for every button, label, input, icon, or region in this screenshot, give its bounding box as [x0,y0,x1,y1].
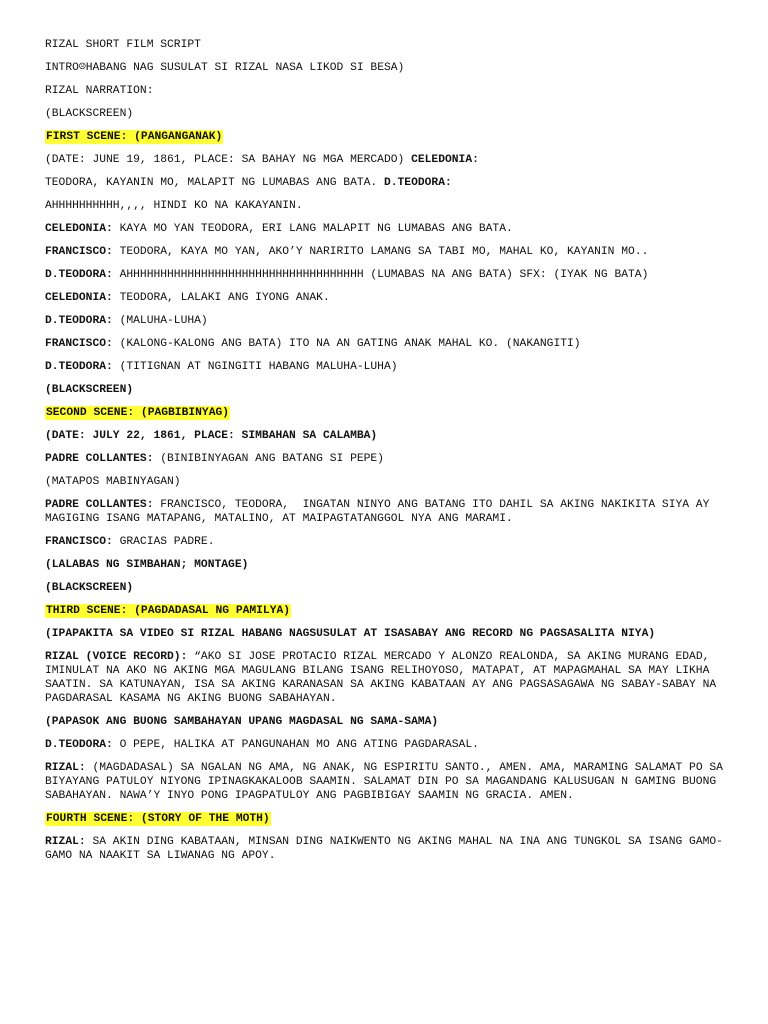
speaker-name: RIZAL: [45,836,86,848]
scene2-date-line: (DATE: JULY 22, 1861, PLACE: SIMBAHAN SA CALAMBA) [45,430,378,442]
blackscreen-line: (BLACKSCREEN) [45,582,134,594]
dialogue-line: CELEDONIA: KAYA MO YAN TEODORA, ERI LANG MALAPIT NG LUMABAS ANG BATA. [45,223,513,235]
speaker-name: FRANCISCO: [45,338,113,350]
dialogue-line: PADRE COLLANTES: (BINIBINYAGAN ANG BATANG SI PEPE) [45,453,384,465]
speaker-name: D.TEODORA: [45,361,113,373]
speaker-name: D.TEODORA: [383,177,452,189]
dialogue-line: FRANCISCO: GRACIAS PADRE. [45,536,215,548]
dialogue-line: FRANCISCO: (KALONG-KALONG ANG BATA) ITO NA AN GATING ANAK MAHAL KO. (NAKANGITI) [45,338,581,350]
speaker-name: D.TEODORA: [45,269,113,281]
scene-heading-4 [45,812,725,826]
speaker-name: RIZAL (VOICE RECORD): [45,651,188,663]
narration-line: RIZAL NARRATION: [45,85,154,97]
dialogue-line: CELEDONIA: TEODORA, LALAKI ANG IYONG ANAK. [45,292,330,304]
speaker-name: D.TEODORA: [45,739,113,751]
scene-heading-highlight: FOURTH SCENE: (STORY OF THE MOTH) [46,813,270,825]
blackscreen-line: (BLACKSCREEN) [45,108,134,120]
dialogue-line: PADRE COLLANTES: FRANCISCO, TEODORA, INGATAN NINYO ANG BATANG ITO DAHIL SA AKING NAKIKITA SIYA AY MAGIGING ISANG MATAPANG, MATALINO, AT MAIPAGTATANGGOL NYA ANG MARAMI. [45,499,717,525]
dialogue-line: D.TEODORA: (TITIGNAN AT NGINGITI HABANG MALUHA-LUHA) [45,361,398,373]
dialogue-line: D.TEODORA: AHHHHHHHHHHHHHHHHHHHHHHHHHHHHHHHHHHH (LUMABAS NA ANG BATA) SFX: (IYAK NG BATA) [45,269,649,281]
dialogue-line: D.TEODORA: O PEPE, HALIKA AT PANGUNAHAN MO ANG ATING PAGDARASAL. [45,739,479,751]
scene-heading-highlight: SECOND SCENE: (PAGBIBINYAG) [46,407,230,419]
dialogue-line: RIZAL: SA AKIN DING KABATAAN, MINSAN DING NAIKWENTO NG AKING MAHAL NA INA ANG TUNGKOL SA ISANG GAMO-GAMO NA NAAKIT SA LIWANAG NG APOY. [45,836,723,862]
speaker-name: PADRE COLLANTES: [45,453,154,465]
scene-heading-1 [45,130,725,144]
dialogue-line: D.TEODORA: (MALUHA-LUHA) [45,315,208,327]
dialogue-line: RIZAL: (MAGDADASAL) SA NGALAN NG AMA, NG ANAK, NG ESPIRITU SANTO., AMEN. AMA, MARAMING SALAMAT PO SA BIYAYANG PATULOY NIYONG IPINAGKAKALOOB SAAMIN. SALAMAT DIN PO SA MAGANDANG KALUSUGAN N GAMING BUONG SABAHAYAN. NAWA’Y INYO PONG IPAGPATULOY ANG PAGBIBIGAY SAAMIN NG GRACIA. AMEN. [45,762,730,802]
speaker-name: FRANCISCO: [45,246,113,258]
direction-line: (MATAPOS MABINYAGAN) [45,476,181,488]
speaker-name: CELEDONIA: [45,223,113,235]
scene-heading-highlight: THIRD SCENE: (PAGDADASAL NG PAMILYA) [46,605,291,617]
speaker-name: RIZAL: [45,762,86,774]
dialogue-line: FRANCISCO: TEODORA, KAYA MO YAN, AKO’Y NARIRITO LAMANG SA TABI MO, MAHAL KO, KAYANIN MO.. [45,246,649,258]
speaker-name: PADRE COLLANTES: [45,499,154,511]
speaker-name: CELEDONIA: [45,292,113,304]
scene-heading-highlight: FIRST SCENE: (PANGANGANAK) [46,131,223,143]
direction-line: (IPAPAKITA SA VIDEO SI RIZAL HABANG NAGSUSULAT AT ISASABAY ANG RECORD NG PAGSASALITA NIYA) [45,628,656,640]
speaker-name: FRANCISCO: [45,536,113,548]
direction-line: (LALABAS NG SIMBAHAN; MONTAGE) [45,559,249,571]
scene-heading-3 [45,604,725,618]
blackscreen-line: (BLACKSCREEN) [45,384,134,396]
dialogue-line: RIZAL (VOICE RECORD): “AKO SI JOSE PROTACIO RIZAL MERCADO Y ALONZO REALONDA, SA AKING MURANG EDAD, IMINULAT NA AKO NG AKING MGA MAGULANG BILANG ISANG RELIHOYOSO, MATAPAT, AT MAPAGMAHAL SA MAY LIKHA SAATIN. SA KATUNAYAN, ISA SA AKING KARANASAN SA AKING KABATAAN AY ANG PAGSASAGAWA NG SABAY-SABAY NA PAGDARASAL KASAMA NG AKING BUONG SABAHAYAN. [45,651,723,705]
script-document [45,38,730,872]
dialogue-line: AHHHHHHHHHH,,,, HINDI KO NA KAKAYANIN. [45,200,303,212]
direction-line: (PAPASOK ANG BUONG SAMBAHAYAN UPANG MAGDASAL NG SAMA-SAMA) [45,716,439,728]
speaker-name: CELEDONIA: [411,154,479,166]
scene-heading-2 [45,406,725,420]
document-title: RIZAL SHORT FILM SCRIPT [45,39,201,51]
speaker-name: D.TEODORA: [45,315,113,327]
dialogue-line: TEODORA, KAYANIN MO, MALAPIT NG LUMABAS ANG BATA. D.TEODORA: [45,177,452,189]
intro-line: INTRO☹HABANG NAG SUSULAT SI RIZAL NASA LIKOD SI BESA) [45,62,405,74]
scene1-date-line: (DATE: JUNE 19, 1861, PLACE: SA BAHAY NG MGA MERCADO) CELEDONIA: [45,154,479,166]
